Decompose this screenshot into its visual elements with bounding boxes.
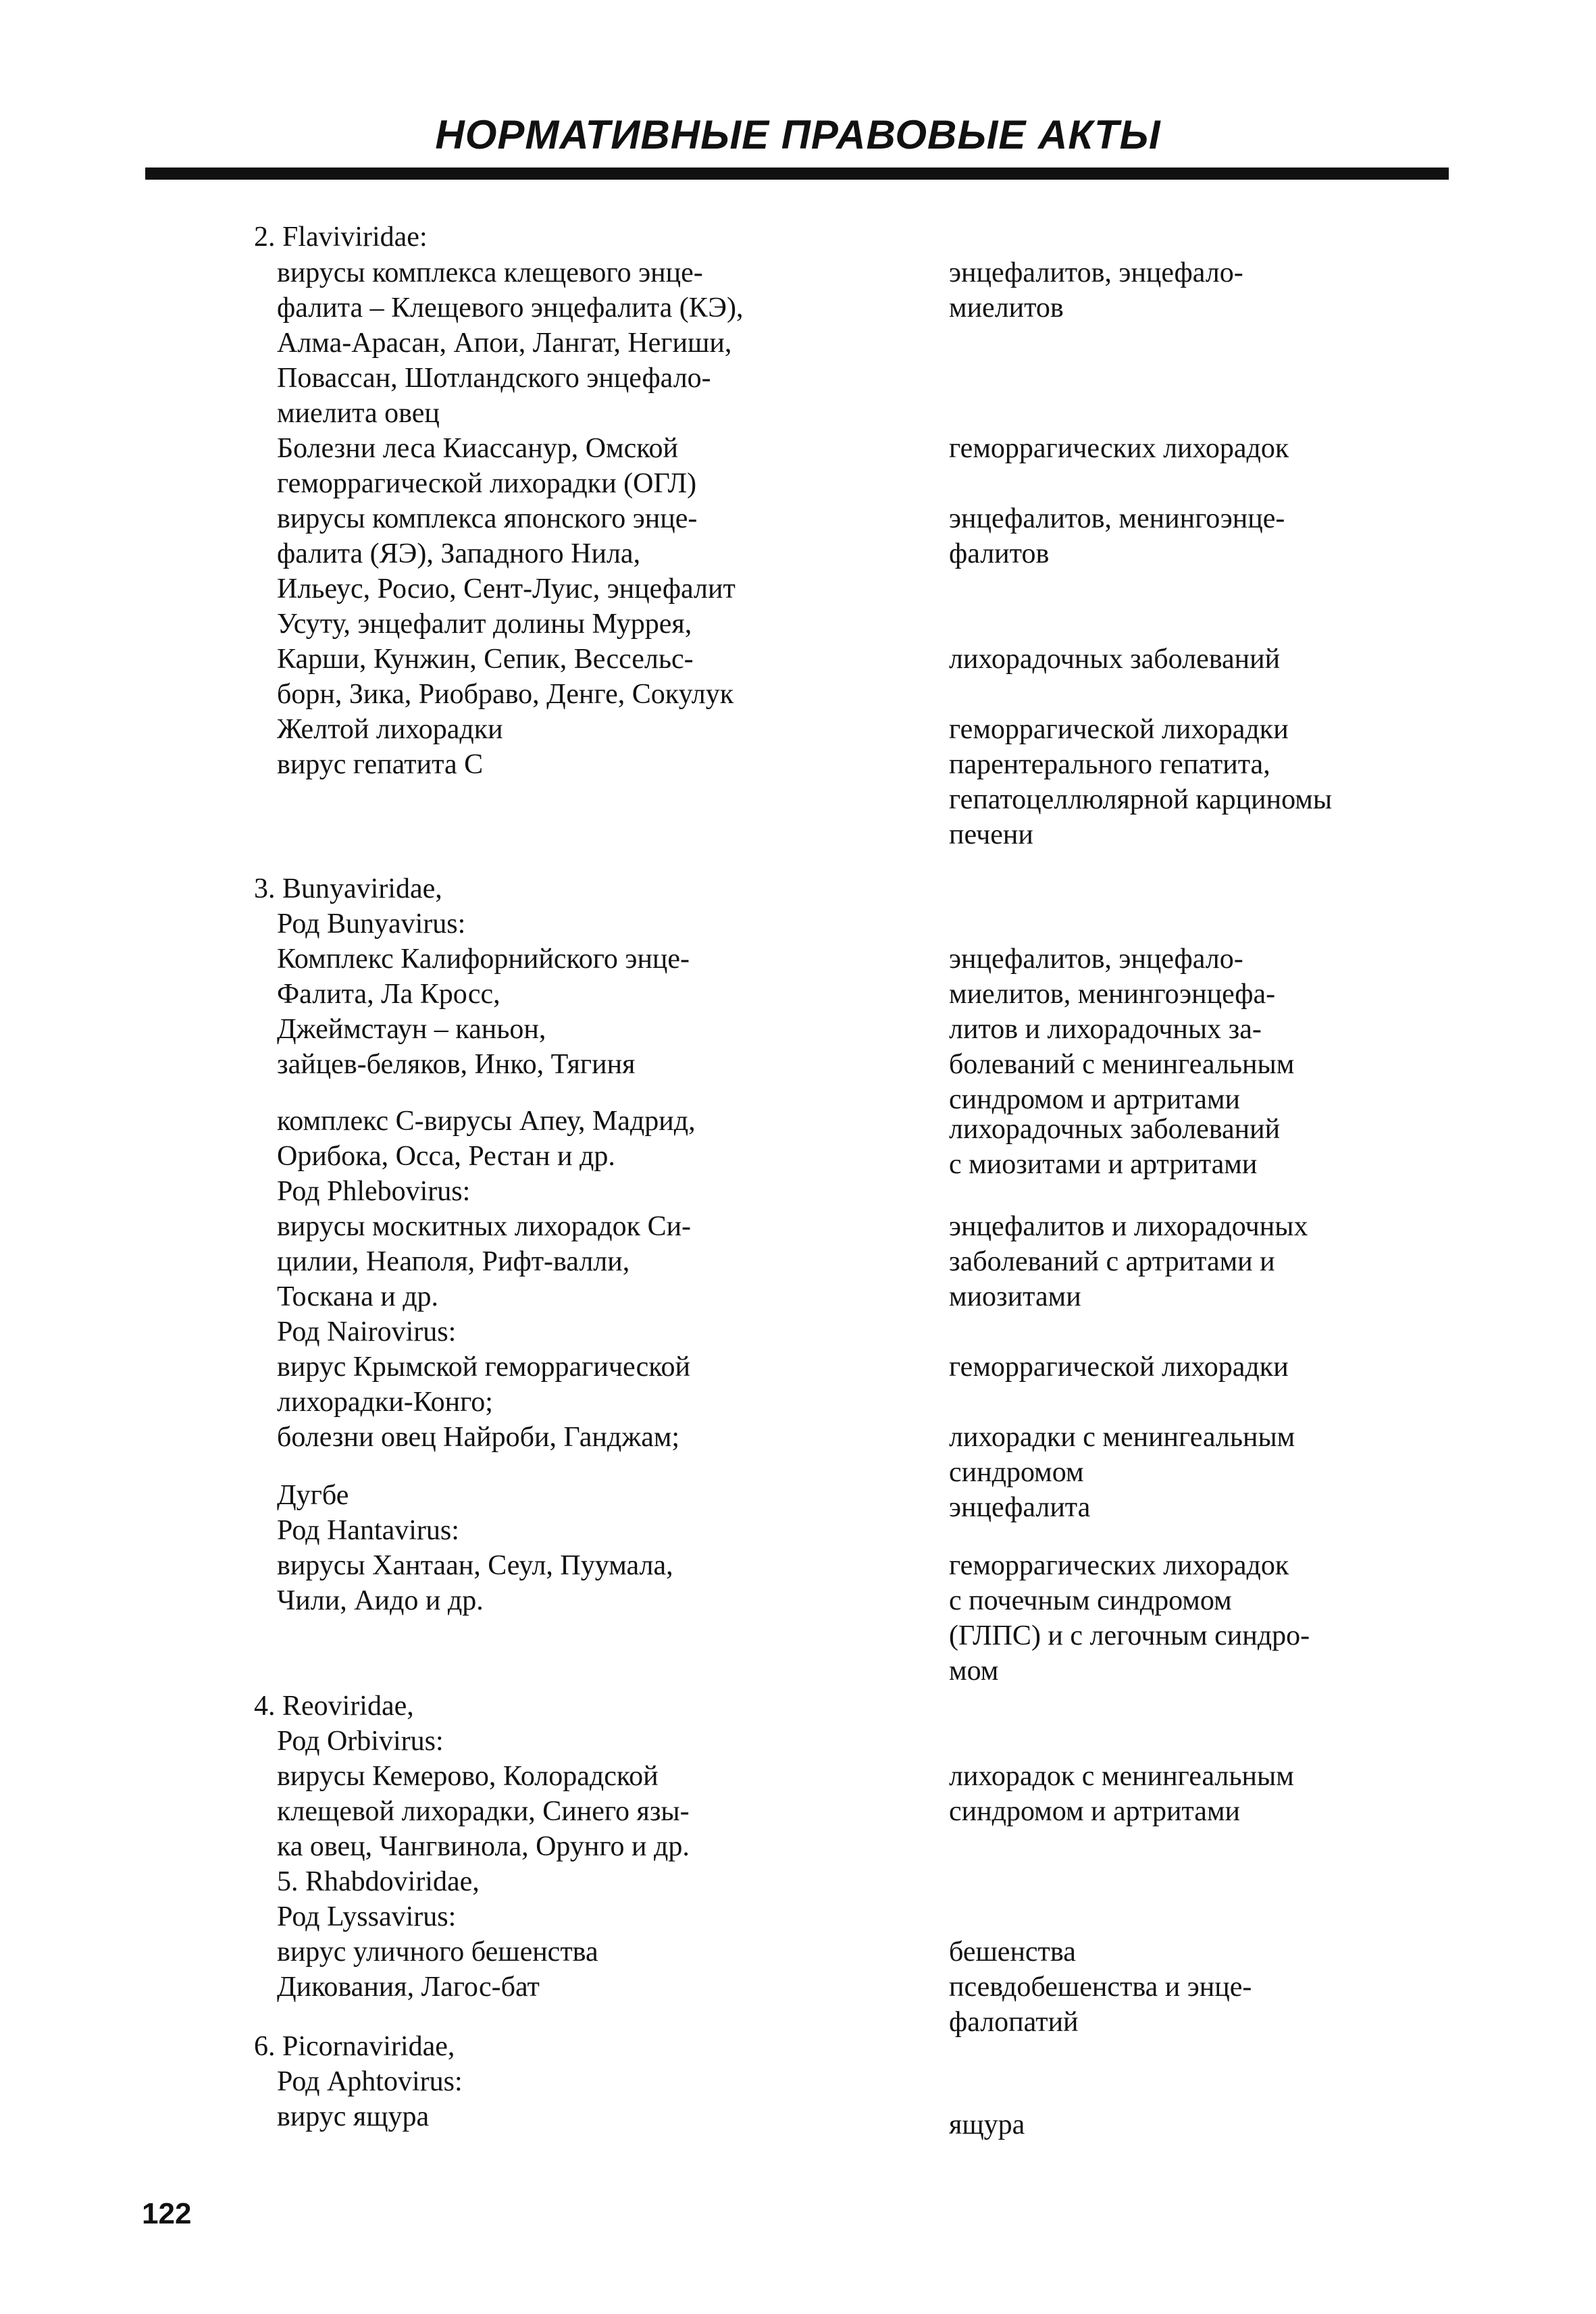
right-line: синдромом и артритами (949, 1084, 1240, 1115)
right-line: печени (949, 819, 1033, 850)
left-line: вирусы Кемерово, Колорадской (277, 1761, 659, 1792)
right-line: энцефалитов, энцефало- (949, 944, 1243, 975)
left-line: Род Orbivirus: (277, 1726, 444, 1757)
right-line: энцефалитов, менингоэнце- (949, 503, 1285, 534)
right-line: геморрагической лихорадки (949, 714, 1289, 745)
left-line: Ильеус, Росио, Сент-Луис, энцефалит (277, 573, 736, 605)
left-line: Род Nairovirus: (277, 1316, 457, 1347)
right-line: с почечным синдромом (949, 1585, 1232, 1616)
left-line: миелита овец (277, 398, 440, 429)
right-line: энцефалитов, энцефало- (949, 257, 1243, 288)
right-line: миелитов, менингоэнцефа- (949, 979, 1276, 1010)
right-line: лихорадочных заболеваний (949, 1114, 1281, 1145)
left-line: Орибока, Осса, Рестан и др. (277, 1141, 615, 1172)
left-line: вирус гепатита С (277, 749, 484, 780)
left-line: вирусы комплекса японского энце- (277, 503, 698, 534)
left-line: Род Aphtovirus: (277, 2066, 463, 2097)
right-line: парентерального гепатита, (949, 749, 1270, 780)
right-line: энцефалита (949, 1492, 1091, 1523)
header-rule (145, 168, 1449, 180)
right-line: лихорадок с менингеальным (949, 1761, 1294, 1792)
left-line: борн, Зика, Риобраво, Денге, Сокулук (277, 679, 734, 710)
family-heading: 6. Picornaviridae, (254, 2031, 455, 2062)
left-line: геморрагической лихорадки (ОГЛ) (277, 468, 697, 499)
left-line: ка овец, Чангвинола, Орунго и др. (277, 1831, 690, 1862)
right-line: фалопатий (949, 2007, 1079, 2038)
left-line: Род Phlebovirus: (277, 1176, 471, 1207)
left-line: Дикования, Лагос-бат (277, 1972, 540, 2003)
right-line: миозитами (949, 1281, 1081, 1312)
left-line: лихорадки-Конго; (277, 1387, 493, 1418)
right-line: ящура (949, 2109, 1025, 2140)
left-line: вирусы Хантаан, Сеул, Пуумала, (277, 1550, 673, 1581)
right-line: (ГЛПС) и с легочным синдро- (949, 1620, 1310, 1651)
page-number: 122 (142, 2197, 192, 2230)
left-line: вирус ящура (277, 2101, 430, 2132)
right-line: гепатоцеллюлярной карциномы (949, 784, 1333, 815)
left-line: Желтой лихорадки (277, 714, 503, 745)
left-line: Комплекс Калифорнийского энце- (277, 944, 690, 975)
left-line: Тоскана и др. (277, 1281, 439, 1312)
right-line: геморрагических лихорадок (949, 1550, 1289, 1581)
left-line: Род Hantavirus: (277, 1515, 459, 1546)
right-line: миелитов (949, 292, 1064, 324)
right-line: лихорадки с менингеальным (949, 1422, 1295, 1453)
left-line: Род Bunyavirus: (277, 908, 466, 940)
left-line: фалита (ЯЭ), Западного Нила, (277, 538, 641, 569)
left-line: вирусы москитных лихорадок Си- (277, 1211, 692, 1242)
left-line: Джеймстаун – каньон, (277, 1014, 546, 1045)
left-line: Чили, Аидо и др. (277, 1585, 484, 1616)
right-line: геморрагических лихорадок (949, 433, 1289, 464)
left-line: Род Lyssavirus: (277, 1901, 457, 1932)
right-line: синдромом (949, 1457, 1084, 1488)
right-line: геморрагической лихорадки (949, 1352, 1289, 1383)
left-line: комплекс С-вирусы Апеу, Мадрид, (277, 1106, 696, 1137)
family-heading: 5. Rhabdoviridae, (277, 1866, 480, 1897)
left-line: цилии, Неаполя, Рифт-валли, (277, 1246, 630, 1277)
left-line: Дугбе (277, 1480, 349, 1511)
right-line: лихорадочных заболеваний (949, 644, 1281, 675)
left-line: Болезни леса Киассанур, Омской (277, 433, 679, 464)
right-line: с миозитами и артритами (949, 1149, 1258, 1180)
right-line: литов и лихорадочных за- (949, 1014, 1262, 1045)
page-header-title: НОРМАТИВНЫЕ ПРАВОВЫЕ АКТЫ (435, 112, 1161, 157)
right-line: заболеваний с артритами и (949, 1246, 1275, 1277)
right-line: мом (949, 1655, 999, 1687)
family-heading: 3. Bunyaviridae, (254, 873, 442, 904)
right-line: псевдобешенства и энце- (949, 1972, 1252, 2003)
left-line: Повассан, Шотландского энцефало- (277, 363, 711, 394)
left-line: зайцев-беляков, Инко, Тягиня (277, 1049, 636, 1080)
left-line: вирус Крымской геморрагической (277, 1352, 691, 1383)
right-line: энцефалитов и лихорадочных (949, 1211, 1308, 1242)
left-line: Усуту, энцефалит долины Муррея, (277, 609, 692, 640)
right-line: фалитов (949, 538, 1050, 569)
right-line: бешенства (949, 1936, 1076, 1968)
left-line: клещевой лихорадки, Синего язы- (277, 1796, 690, 1827)
left-line: Фалита, Ла Кросс, (277, 979, 500, 1010)
family-heading: 2. Flaviviridae: (254, 222, 428, 253)
right-line: синдромом и артритами (949, 1796, 1240, 1827)
family-heading: 4. Reoviridae, (254, 1691, 414, 1722)
left-line: Карши, Кунжин, Сепик, Вессельс- (277, 644, 694, 675)
left-line: болезни овец Найроби, Ганджам; (277, 1422, 680, 1453)
right-line: болеваний с менингеальным (949, 1049, 1295, 1080)
left-line: Алма-Арасан, Апои, Лангат, Негиши, (277, 328, 732, 359)
left-line: фалита – Клещевого энцефалита (КЭ), (277, 292, 744, 324)
left-line: вирусы комплекса клещевого энце- (277, 257, 703, 288)
left-line: вирус уличного бешенства (277, 1936, 598, 1968)
